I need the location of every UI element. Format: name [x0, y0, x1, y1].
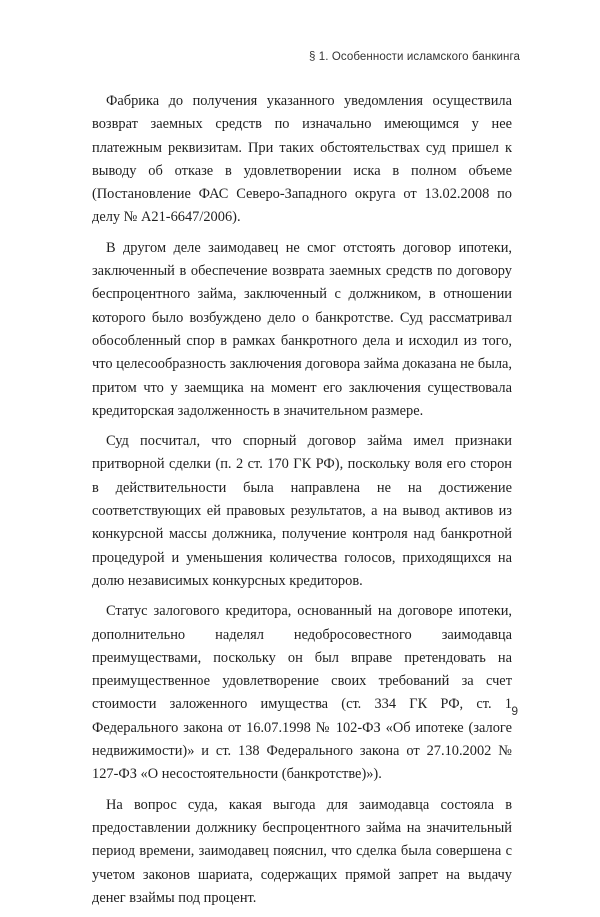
body-text	[92, 90, 512, 917]
paragraph-4: Статус залогового кредитора, основанный на договоре ипотеки, дополнительно наделял недобросовестного заимодавца преимуществами, поскольку он был вправе претендовать на преимущественное удовлетворение своих требований за счет стоимости заложенного имущества (ст. 334 ГК РФ, ст. 1 Федерального закона от 16.07.1998 № 102-ФЗ «Об ипотеке (залоге недвижимости)» и ст. 138 Федерального закона от 27.10.2002 № 127-ФЗ «О несостоятельности (банкротстве)»).	[92, 603, 512, 783]
paragraph-2: В другом деле заимодавец не смог отстоять договор ипотеки, заключенный в обеспечение возврата заемных средств по договору беспроцентного займа, заключенный с должником, в отношении которого было возбуждено дело о банкротстве. Суд рассматривал обособленный спор в рамках банкротного дела и исходил из того, что целесообразность заключения договора займа доказана не была, притом что у заемщика на момент его заключения существовала кредиторская задолженность в значительном размере.	[92, 239, 512, 419]
paragraph-1: Фабрика до получения указанного уведомления осуществила возврат заемных средств по изначально имеющимся у нее платежным реквизитам. При таких обстоятельствах суд пришел к выводу об отказе в удовлетворении иска в полном объеме (Постановление ФАС Северо-Западного округа от 13.02.2008 по делу № А21-6647/2006).	[92, 93, 512, 226]
running-header: § 1. Особенности исламского банкинга	[308, 51, 520, 63]
paragraph-5: На вопрос суда, какая выгода для заимодавца состояла в предоставлении должнику беспроцентного займа на значительный период времени, заимодавец пояснил, что сделка была совершена с учетом законов шариата, содержащих прямой запрет на выдачу денег взаймы под процент.	[92, 796, 512, 906]
paragraph-3: Суд посчитал, что спорный договор займа имел признаки притворной сделки (п. 2 ст. 170 ГК РФ), поскольку воля его сторон в действительности была направлена не на достижение соответствующих ей правовых результатов, а на вывод активов из конкурсной массы должника, получение контроля над банкротной процедурой и уменьшения количества голосов, приходящихся на долю независимых конкурсных кредиторов.	[92, 433, 512, 589]
page-number: 9	[511, 704, 518, 718]
